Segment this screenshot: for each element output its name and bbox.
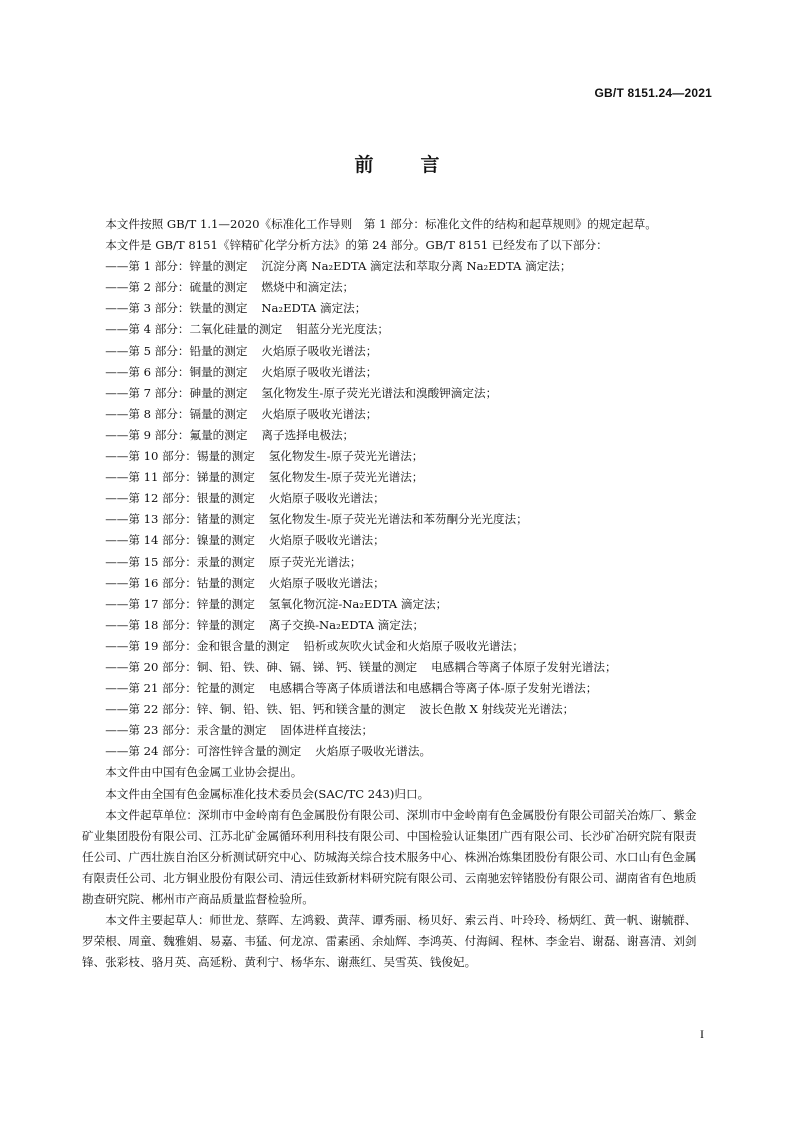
- part-label: ——第 13 部分：锗量的测定: [105, 512, 255, 527]
- part-method: 电感耦合等离子体原子发射光谱法；: [431, 659, 617, 674]
- part-label: ——第 3 部分：铁量的测定: [105, 301, 248, 316]
- drafting-units: 本文件起草单位：深圳市中金岭南有色金属股份有限公司、深圳市中金岭南有色金属股份有限公司韶关冶炼厂、紫金矿业集团股份有限公司、江苏北矿金属循环利用科技有限公司、中国检验认证集团广西有限公司、长沙矿冶研究院有限责任公司、广西壮族自治区分析测试研究中心、防城海关综合技术服务中心、株洲冶炼集团股份有限公司、水口山有色金属有限责任公司、北方铜业股份有限公司、清远佳致新材料研究院有限公司、云南驰宏锌锗股份有限公司、湖南省有色地质勘查研究院、郴州市产商品质量监督检验所。: [82, 807, 697, 906]
- intro-paragraph-1: 本文件按照 GB/T 1.1—2020《标准化工作导则 第 1 部分：标准化文件的结构和起草规则》的规定起草。: [105, 217, 657, 231]
- part-item: [82, 319, 704, 340]
- part-method: 离子交换-Na₂EDTA 滴定法；: [268, 617, 425, 632]
- part-item: [82, 594, 704, 615]
- part-method: 火焰原子吸收光谱法；: [261, 343, 378, 358]
- part-item: [82, 446, 704, 467]
- part-label: ——第 6 部分：铜量的测定: [105, 364, 248, 379]
- part-method: 沉淀分离 Na₂EDTA 滴定法和萃取分离 Na₂EDTA 滴定法；: [261, 259, 572, 274]
- part-method: 氢氧化物沉淀-Na₂EDTA 滴定法；: [268, 596, 448, 611]
- part-method: 火焰原子吸收光谱法；: [261, 364, 378, 379]
- part-item: [82, 277, 704, 298]
- part-item: [82, 573, 704, 594]
- intro-paragraph-2: 本文件是 GB/T 8151《锌精矿化学分析方法》的第 24 部分。GB/T 8151 已经发布了以下部分：: [105, 238, 608, 253]
- part-item: [82, 741, 704, 762]
- part-item: [82, 699, 704, 720]
- page-number: I: [700, 1027, 704, 1041]
- part-method: 氢化物发生-原子荧光光谱法；: [268, 449, 424, 464]
- part-label: ——第 20 部分：铜、铅、铁、砷、镉、锑、钙、镁量的测定: [105, 659, 418, 674]
- drafters: 本文件主要起草人：师世龙、蔡晖、左鸿毅、黄萍、谭秀丽、杨贝好、索云肖、叶玲玲、杨炳红、黄一帆、谢毓群、罗荣根、周童、魏雅娟、易嘉、韦猛、何龙凉、雷素函、余灿辉、李鸿英、付海阔、程林、李金岩、谢磊、谢喜清、刘剑锋、张彩枝、骆月英、高延粉、黄利宁、杨华东、谢燕红、吴雪英、钱俊妃。: [82, 913, 697, 970]
- part-item: [82, 657, 704, 678]
- part-method: Na₂EDTA 滴定法；: [261, 301, 367, 316]
- part-label: ——第 24 部分：可溶性锌含量的测定: [105, 744, 302, 759]
- part-label: ——第 5 部分：铅量的测定: [105, 343, 248, 358]
- part-item: [82, 383, 704, 404]
- part-method: 火焰原子吸收光谱法；: [268, 491, 385, 506]
- part-method: 离子选择电极法；: [261, 427, 355, 442]
- part-label: ——第 18 部分：锌量的测定: [105, 617, 255, 632]
- part-method: 燃烧中和滴定法；: [261, 280, 355, 295]
- part-method: 氢化物发生-原子荧光光谱法和溴酸钾滴定法；: [261, 385, 498, 400]
- foreword-body: [82, 214, 704, 973]
- part-method: 固体进样直接法；: [280, 723, 374, 738]
- part-item: [82, 488, 704, 509]
- part-method: 钼蓝分光光度法；: [296, 322, 389, 337]
- managed-by: 本文件由全国有色金属标准化技术委员会(SAC/TC 243)归口。: [105, 786, 430, 801]
- part-method: 火焰原子吸收光谱法；: [261, 406, 378, 421]
- part-label: ——第 2 部分：硫量的测定: [105, 280, 248, 295]
- part-label: ——第 15 部分：汞量的测定: [105, 554, 255, 569]
- part-method: 火焰原子吸收光谱法；: [268, 533, 385, 548]
- part-item: [82, 530, 704, 551]
- part-item: [82, 425, 704, 446]
- proposed-by: 本文件由中国有色金属工业协会提出。: [105, 765, 303, 780]
- part-item: [82, 678, 704, 699]
- part-label: ——第 8 部分：镉量的测定: [105, 406, 248, 421]
- part-label: ——第 21 部分：铊量的测定: [105, 681, 255, 696]
- part-label: ——第 16 部分：钴量的测定: [105, 575, 255, 590]
- page-title: 前 言: [354, 154, 454, 176]
- part-label: ——第 19 部分：金和银含量的测定: [105, 638, 290, 653]
- part-item: [82, 404, 704, 425]
- part-label: ——第 10 部分：锡量的测定: [105, 449, 255, 464]
- part-label: ——第 12 部分：银量的测定: [105, 491, 255, 506]
- part-item: [82, 256, 704, 277]
- part-label: ——第 23 部分：汞含量的测定: [105, 723, 267, 738]
- part-label: ——第 9 部分：氟量的测定: [105, 427, 248, 442]
- part-item: [82, 509, 704, 530]
- part-method: 原子荧光光谱法；: [268, 554, 362, 569]
- part-method: 电感耦合等离子体质谱法和电感耦合等离子体-原子发射光谱法；: [268, 681, 598, 696]
- part-label: ——第 7 部分：砷量的测定: [105, 385, 248, 400]
- part-item: [82, 552, 704, 573]
- part-method: 铅析或灰吹火试金和火焰原子吸收光谱法；: [303, 638, 524, 653]
- part-method: 氢化物发生-原子荧光光谱法和苯芴酮分光光度法；: [268, 512, 528, 527]
- standard-code: GB/T 8151.24—2021: [594, 86, 712, 100]
- part-item: [82, 298, 704, 319]
- part-item: [82, 467, 704, 488]
- part-method: 火焰原子吸收光谱法。: [315, 744, 432, 759]
- part-label: ——第 4 部分：二氧化硅量的测定: [105, 322, 283, 337]
- part-label: ——第 22 部分：锌、铜、铅、铁、铝、钙和镁含量的测定: [105, 702, 406, 717]
- part-method: 氢化物发生-原子荧光光谱法；: [268, 470, 424, 485]
- part-item: [82, 362, 704, 383]
- part-method: 波长色散 X 射线荧光光谱法；: [419, 702, 575, 717]
- part-item: [82, 341, 704, 362]
- part-item: [82, 720, 704, 741]
- part-label: ——第 17 部分：锌量的测定: [105, 596, 255, 611]
- part-label: ——第 1 部分：锌量的测定: [105, 259, 248, 274]
- part-label: ——第 14 部分：镍量的测定: [105, 533, 255, 548]
- parts-list: [82, 256, 704, 762]
- part-item: [82, 636, 704, 657]
- part-label: ——第 11 部分：锑量的测定: [105, 470, 255, 485]
- part-method: 火焰原子吸收光谱法；: [268, 575, 385, 590]
- part-item: [82, 615, 704, 636]
